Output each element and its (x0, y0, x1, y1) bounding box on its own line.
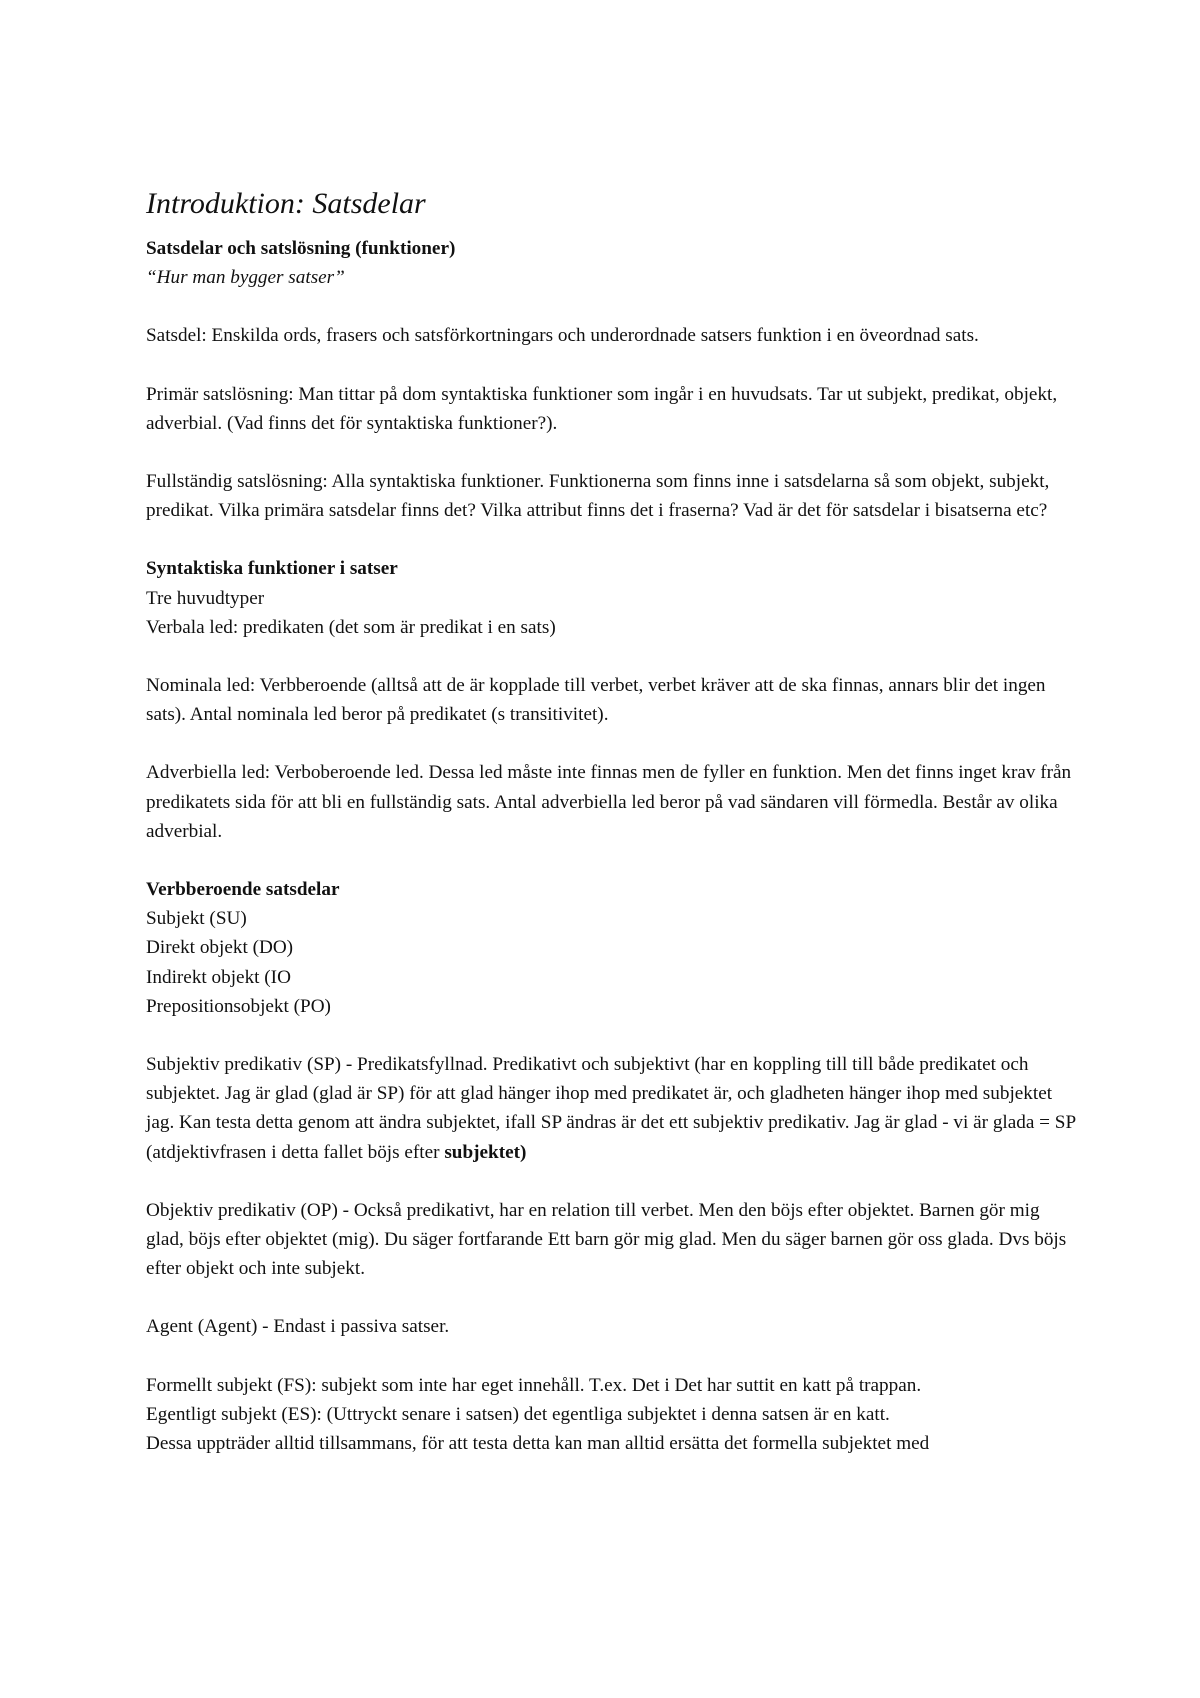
line-formellt-subjekt: Formellt subjekt (FS): subjekt som inte har eget innehåll. T.ex. Det i Det har suttit en katt på trappan. (146, 1374, 922, 1396)
paragraph-satsdel: Satsdel: Enskilda ords, frasers och satsförkortningars och underordnade satsers funktion i en öveordnad sats. (146, 325, 979, 347)
section-heading-satsdelar: Satsdelar och satslösning (funktioner) (146, 238, 456, 259)
paragraph-agent: Agent (Agent) - Endast i passiva satser. (146, 1316, 450, 1338)
list-item: Prepositionsobjekt (PO) (146, 995, 331, 1017)
paragraph-nominala-led: Nominala led: Verbberoende (alltså att de är kopplade till verbet, verbet kräver att de ska finnas, annars blir det ingen sats). Antal nominala led beror på predikatet (s transitivitet). (146, 675, 1046, 726)
list-item: Direkt objekt (DO) (146, 937, 294, 959)
paragraph-subjektiv-predikativ (146, 1050, 1076, 1167)
list-item: Indirekt objekt (IO (146, 966, 291, 988)
section-quote: “Hur man bygger satser” (146, 267, 345, 289)
line-egentligt-subjekt: Egentligt subjekt (ES): (Uttryckt senare i satsen) det egentliga subjektet i denna satsen är en katt. (146, 1403, 890, 1425)
line-tre-huvudtyper: Tre huvudtyper (146, 587, 265, 609)
paragraph-fullstandig-satslosning: Fullständig satslösning: Alla syntaktiska funktioner. Funktionerna som finns inne i satsdelarna så som objekt, subjekt, predikat. Vilka primära satsdelar finns det? Vilka attribut finns det i fraserna? Vad är det för satsdelar i bisatserna etc? (146, 471, 1050, 522)
sp-text: Subjektiv predikativ (SP) - Predikatsfyllnad. Predikativt och subjektivt (har en koppling till till både predikatet och subjektet. Jag är glad (glad är SP) för att glad hänger ihop med predikatet är, och gladheten hänger ihop med subjektet jag. Kan testa detta genom att ändra subjektet, ifall SP ändras är det ett subjektiv predikativ. Jag är glad - vi är glada = SP (atdjektivfrasen i detta fallet böjs efter (146, 1054, 1076, 1163)
paragraph-adverbiella-led: Adverbiella led: Verboberoende led. Dessa led måste inte finnas men de fyller en funktion. Men det finns inget krav från predikatets sida för att bli en fullständig sats. Antal adverbiella led beror på vad sändaren vill förmedla. Består av olika adverbial. (146, 762, 1072, 842)
section-heading-verbberoende: Verbberoende satsdelar (146, 879, 340, 901)
section-heading-syntaktiska: Syntaktiska funktioner i satser (146, 558, 398, 580)
line-verbala-led: Verbala led: predikaten (det som är predikat i en sats) (146, 616, 556, 638)
paragraph-primar-satslosning: Primär satslösning: Man tittar på dom syntaktiska funktioner som ingår i en huvudsats. Tar ut subjekt, predikat, objekt, adverbial. (Vad finns det för syntaktiska funktioner?). (146, 383, 1058, 434)
document-title: Introduktion: Satsdelar (146, 187, 426, 220)
line-dessa-uppträder: Dessa uppträder alltid tillsammans, för att testa detta kan man alltid ersätta det formella subjektet med (146, 1433, 930, 1455)
sp-bold-text: subjektet) (444, 1141, 527, 1163)
document-page (146, 186, 1076, 1458)
list-item: Subjekt (SU) (146, 908, 247, 930)
paragraph-objektiv-predikativ: Objektiv predikativ (OP) - Också predikativt, har en relation till verbet. Men den böjs efter objektet. Barnen gör mig glad, böjs efter objektet (mig). Du säger fortfarande Ett barn gör mig glad. Men du säger barnen gör oss glada. Dvs böjs efter objekt och inte subjekt. (146, 1199, 1067, 1280)
